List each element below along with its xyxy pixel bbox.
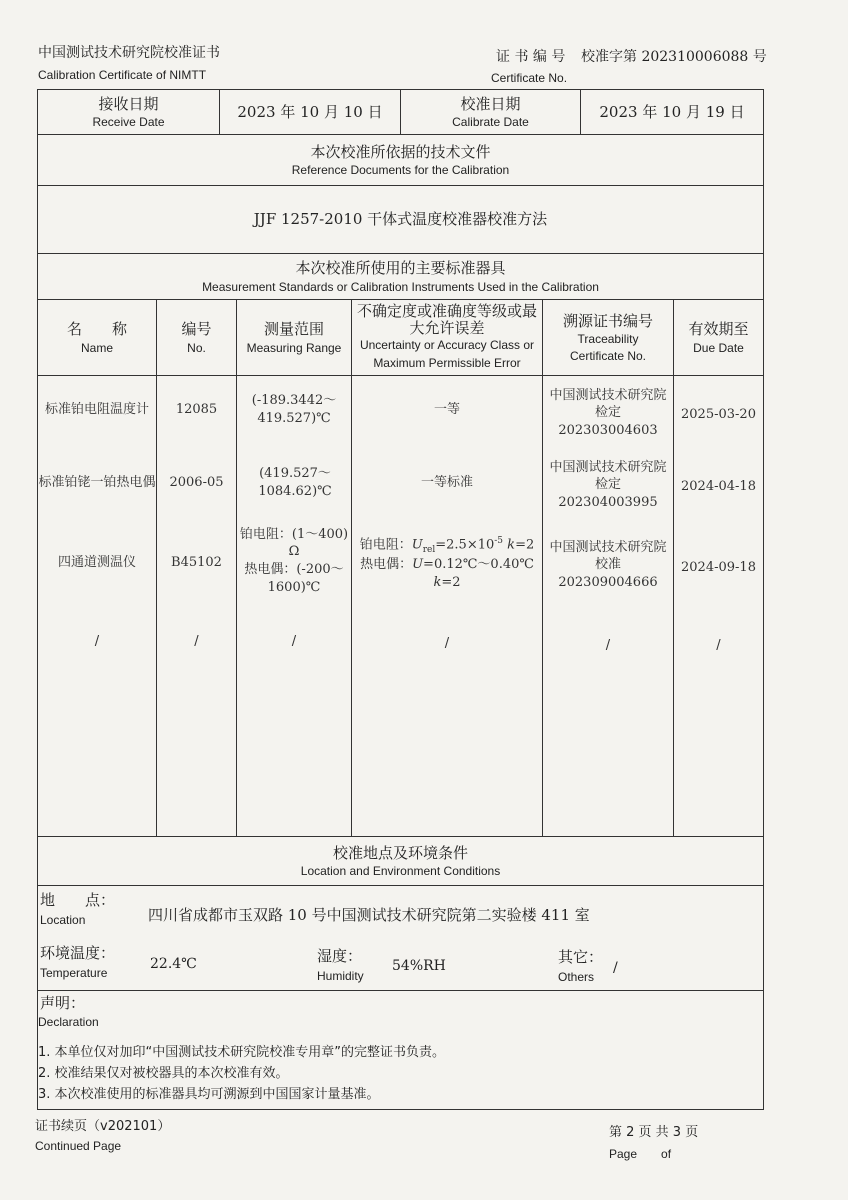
row-trace: 中国测试技术研究院校准 202309004666	[549, 539, 667, 590]
row-name: /	[94, 634, 100, 650]
reference-title-zh: 本次校准所依据的技术文件	[310, 142, 491, 161]
calibrate-date-label	[401, 90, 580, 134]
col-header-en: Measuring Range	[246, 340, 342, 355]
standards-title-en: Measurement Standards or Calibration Instruments Used in the Calibration	[202, 279, 599, 294]
others-label: 其它：	[558, 948, 604, 966]
receive-date-label	[38, 90, 219, 134]
continued-page-label-en: Continued Page	[35, 1139, 122, 1153]
row-trace: /	[605, 638, 611, 654]
col-header-en: Traceability Certificate No.	[569, 332, 647, 363]
col-header-no	[157, 300, 236, 375]
row-trace: 中国测试技术研究院检定 202303004603	[549, 387, 667, 438]
row-name: 标准铂铑一铂热电偶	[38, 475, 156, 491]
exponent: -5	[494, 535, 504, 546]
row-range	[237, 518, 351, 604]
temperature-label-en: Temperature	[40, 966, 108, 980]
location-label-en: Location	[40, 913, 86, 927]
col-header-en: Due Date	[693, 340, 744, 355]
row-range: (-189.3442～419.527)℃	[251, 393, 337, 426]
row-trace: 中国测试技术研究院检定 202304003995	[549, 459, 667, 510]
col-header-en: Uncertainty or Accuracy Class or Maximum Permissible Error	[359, 338, 535, 370]
location-value: 四川省成都市玉双路 10 号中国测试技术研究院第二实验楼 411 室	[148, 906, 590, 924]
range-line: 铂电阻：(1～400)	[239, 526, 349, 542]
continued-page-label: 证书续页（v202101）	[35, 1119, 171, 1134]
row-uncertainty: 一等	[433, 402, 460, 418]
location-label: 地 点：	[40, 891, 116, 909]
location-title-en: Location and Environment Conditions	[300, 864, 501, 879]
row-due: /	[716, 638, 721, 654]
row-due: 2025-03-20	[681, 407, 756, 423]
location-title-zh: 校准地点及环境条件	[332, 843, 468, 862]
row-uncertainty	[352, 530, 542, 596]
temperature-value: 22.4℃	[150, 956, 197, 972]
reference-title	[38, 135, 763, 185]
row-no: /	[194, 634, 199, 650]
value: =2	[515, 537, 535, 553]
symbol: k	[433, 574, 442, 590]
uncertainty-line	[360, 535, 534, 556]
declaration-item: 2. 校准结果仅对被校器具的本次校准有效。	[38, 1066, 289, 1081]
standards-title-zh: 本次校准所使用的主要标准器具	[295, 259, 506, 278]
col-header-zh: 测量范围	[263, 320, 324, 339]
col-header-zh: 不确定度或准确度等级或最大允许误差	[356, 301, 537, 338]
subscript: rel	[422, 544, 436, 555]
col-header-zh: 有效期至	[688, 320, 749, 339]
receive-date-label-zh: 接收日期	[98, 94, 159, 113]
receive-date-label-en: Receive Date	[92, 115, 165, 130]
range-line: Ω	[288, 544, 300, 560]
row-range: (419.527～1084.62)℃	[258, 466, 332, 499]
symbol: U	[412, 556, 424, 572]
calibrate-date-value: 2023 年 10 月 19 日	[599, 102, 745, 121]
value: =2.5×10	[435, 537, 495, 553]
row-due: 2024-04-18	[681, 479, 756, 495]
value: =0.12℃～0.40℃	[423, 556, 534, 572]
uncertainty-line	[360, 556, 534, 574]
row-no: B45102	[171, 555, 222, 571]
col-header-trace	[543, 300, 673, 375]
range-line: 热电偶：(-200～	[244, 562, 344, 577]
declaration-item: 3. 本次校准使用的标准器具均可溯源到中国国家计量基准。	[38, 1087, 380, 1102]
humidity-label-en: Humidity	[317, 969, 364, 983]
row-range: /	[291, 634, 297, 650]
location-title	[38, 837, 763, 885]
uncertainty-line	[433, 574, 460, 592]
range-line: 1600)℃	[267, 579, 321, 595]
reference-document: JJF 1257-2010 干体式温度校准器校准方法	[253, 210, 548, 229]
page-number-en: Page of	[609, 1147, 672, 1161]
calibrate-date-label-en: Calibrate Date	[452, 115, 529, 130]
label: 铂电阻：	[359, 537, 412, 553]
col-header-range	[237, 300, 351, 375]
cert-no-label: 证 书 编 号	[496, 49, 566, 65]
col-header-zh: 编号	[181, 320, 212, 339]
row-name: 四通道测温仪	[57, 555, 136, 571]
row-uncertainty: /	[444, 636, 450, 652]
col-header-name	[38, 300, 156, 375]
declaration-title: 声明：	[40, 994, 86, 1012]
others-label-en: Others	[558, 970, 595, 984]
row-no: 2006-05	[169, 475, 224, 491]
cert-no-label-en: Certificate No.	[491, 71, 568, 85]
humidity-label: 湿度：	[317, 947, 363, 965]
label: 热电偶：	[360, 556, 413, 572]
col-header-en: No.	[187, 340, 206, 355]
col-header-en: Name	[80, 340, 113, 355]
receive-date-value: 2023 年 10 月 10 日	[237, 102, 383, 121]
row-name: 标准铂电阻温度计	[44, 402, 149, 418]
reference-title-en: Reference Documents for the Calibration	[291, 163, 510, 178]
cert-no-value: 校准字第 202310006088 号	[581, 49, 767, 65]
others-value: /	[613, 960, 618, 976]
calibrate-date-label-zh: 校准日期	[460, 94, 521, 113]
value: =2	[441, 574, 461, 590]
row-no: 12085	[175, 402, 218, 418]
humidity-value: 54%RH	[392, 958, 446, 974]
declaration-title-en: Declaration	[38, 1015, 99, 1029]
standards-title	[38, 254, 763, 299]
symbol: k	[503, 537, 516, 553]
temperature-label: 环境温度：	[40, 944, 116, 962]
symbol: U	[411, 537, 423, 553]
institute-title: 中国测试技术研究院校准证书	[38, 45, 220, 61]
declaration-item: 1. 本单位仅对加印“中国测试技术研究院校准专用章”的完整证书负责。	[38, 1045, 446, 1060]
row-uncertainty: 一等标准	[420, 475, 473, 491]
col-header-zh: 名 称	[66, 320, 127, 339]
col-header-zh: 溯源证书编号	[562, 312, 653, 331]
row-due: 2024-09-18	[681, 560, 756, 576]
col-header-uncertainty	[352, 300, 542, 375]
col-header-due	[674, 300, 763, 375]
institute-title-en: Calibration Certificate of NIMTT	[38, 68, 207, 82]
page-number: 第 2 页 共 3 页	[609, 1125, 699, 1140]
